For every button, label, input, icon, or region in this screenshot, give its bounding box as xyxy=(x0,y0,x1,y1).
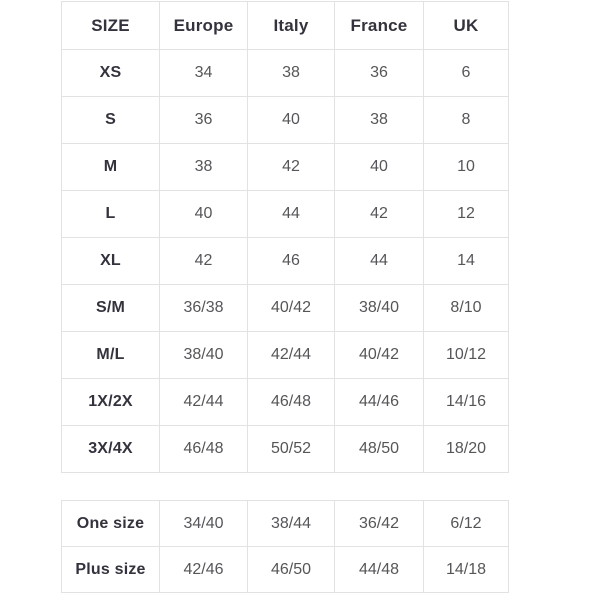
europe-value: 40 xyxy=(160,191,248,238)
table-row-plus-size xyxy=(62,547,509,593)
size-conversion-table xyxy=(61,1,509,473)
france-value: 40 xyxy=(335,144,424,191)
italy-value: 44 xyxy=(248,191,335,238)
europe-value: 34/40 xyxy=(160,501,248,547)
uk-value: 18/20 xyxy=(424,426,509,473)
uk-value: 6/12 xyxy=(424,501,509,547)
size-label: 3X/4X xyxy=(62,426,160,473)
column-header-uk: UK xyxy=(424,2,509,50)
table-row-s-m xyxy=(62,285,509,332)
uk-value: 10 xyxy=(424,144,509,191)
france-value: 36/42 xyxy=(335,501,424,547)
table-row-l xyxy=(62,191,509,238)
europe-value: 46/48 xyxy=(160,426,248,473)
italy-value: 46/50 xyxy=(248,547,335,593)
uk-value: 14 xyxy=(424,238,509,285)
size-label: XS xyxy=(62,50,160,97)
france-value: 48/50 xyxy=(335,426,424,473)
france-value: 44/48 xyxy=(335,547,424,593)
size-label: Plus size xyxy=(62,547,160,593)
france-value: 40/42 xyxy=(335,332,424,379)
italy-value: 46/48 xyxy=(248,379,335,426)
table-row-xs xyxy=(62,50,509,97)
size-label: S/M xyxy=(62,285,160,332)
france-value: 38 xyxy=(335,97,424,144)
europe-value: 42 xyxy=(160,238,248,285)
size-label: L xyxy=(62,191,160,238)
special-sizes-table xyxy=(61,500,509,593)
size-label: XL xyxy=(62,238,160,285)
italy-value: 46 xyxy=(248,238,335,285)
table-row-one-size xyxy=(62,501,509,547)
uk-value: 12 xyxy=(424,191,509,238)
europe-value: 38 xyxy=(160,144,248,191)
italy-value: 42 xyxy=(248,144,335,191)
europe-value: 36/38 xyxy=(160,285,248,332)
table-row-s xyxy=(62,97,509,144)
uk-value: 8 xyxy=(424,97,509,144)
table-row-m xyxy=(62,144,509,191)
france-value: 44/46 xyxy=(335,379,424,426)
uk-value: 14/18 xyxy=(424,547,509,593)
italy-value: 40 xyxy=(248,97,335,144)
size-conversion-chart xyxy=(61,1,508,593)
table-row-m-l xyxy=(62,332,509,379)
italy-value: 40/42 xyxy=(248,285,335,332)
italy-value: 50/52 xyxy=(248,426,335,473)
italy-value: 38 xyxy=(248,50,335,97)
uk-value: 6 xyxy=(424,50,509,97)
italy-value: 38/44 xyxy=(248,501,335,547)
france-value: 38/40 xyxy=(335,285,424,332)
europe-value: 34 xyxy=(160,50,248,97)
france-value: 42 xyxy=(335,191,424,238)
size-label: M xyxy=(62,144,160,191)
table-row-xl xyxy=(62,238,509,285)
size-label: 1X/2X xyxy=(62,379,160,426)
column-header-size: SIZE xyxy=(62,2,160,50)
italy-value: 42/44 xyxy=(248,332,335,379)
column-header-europe: Europe xyxy=(160,2,248,50)
uk-value: 10/12 xyxy=(424,332,509,379)
europe-value: 42/46 xyxy=(160,547,248,593)
uk-value: 8/10 xyxy=(424,285,509,332)
uk-value: 14/16 xyxy=(424,379,509,426)
europe-value: 42/44 xyxy=(160,379,248,426)
europe-value: 36 xyxy=(160,97,248,144)
europe-value: 38/40 xyxy=(160,332,248,379)
size-label: One size xyxy=(62,501,160,547)
size-label: S xyxy=(62,97,160,144)
size-label: M/L xyxy=(62,332,160,379)
table-row-1x-2x xyxy=(62,379,509,426)
column-header-italy: Italy xyxy=(248,2,335,50)
france-value: 44 xyxy=(335,238,424,285)
table-row-3x-4x xyxy=(62,426,509,473)
column-header-france: France xyxy=(335,2,424,50)
france-value: 36 xyxy=(335,50,424,97)
header-row xyxy=(62,2,509,50)
